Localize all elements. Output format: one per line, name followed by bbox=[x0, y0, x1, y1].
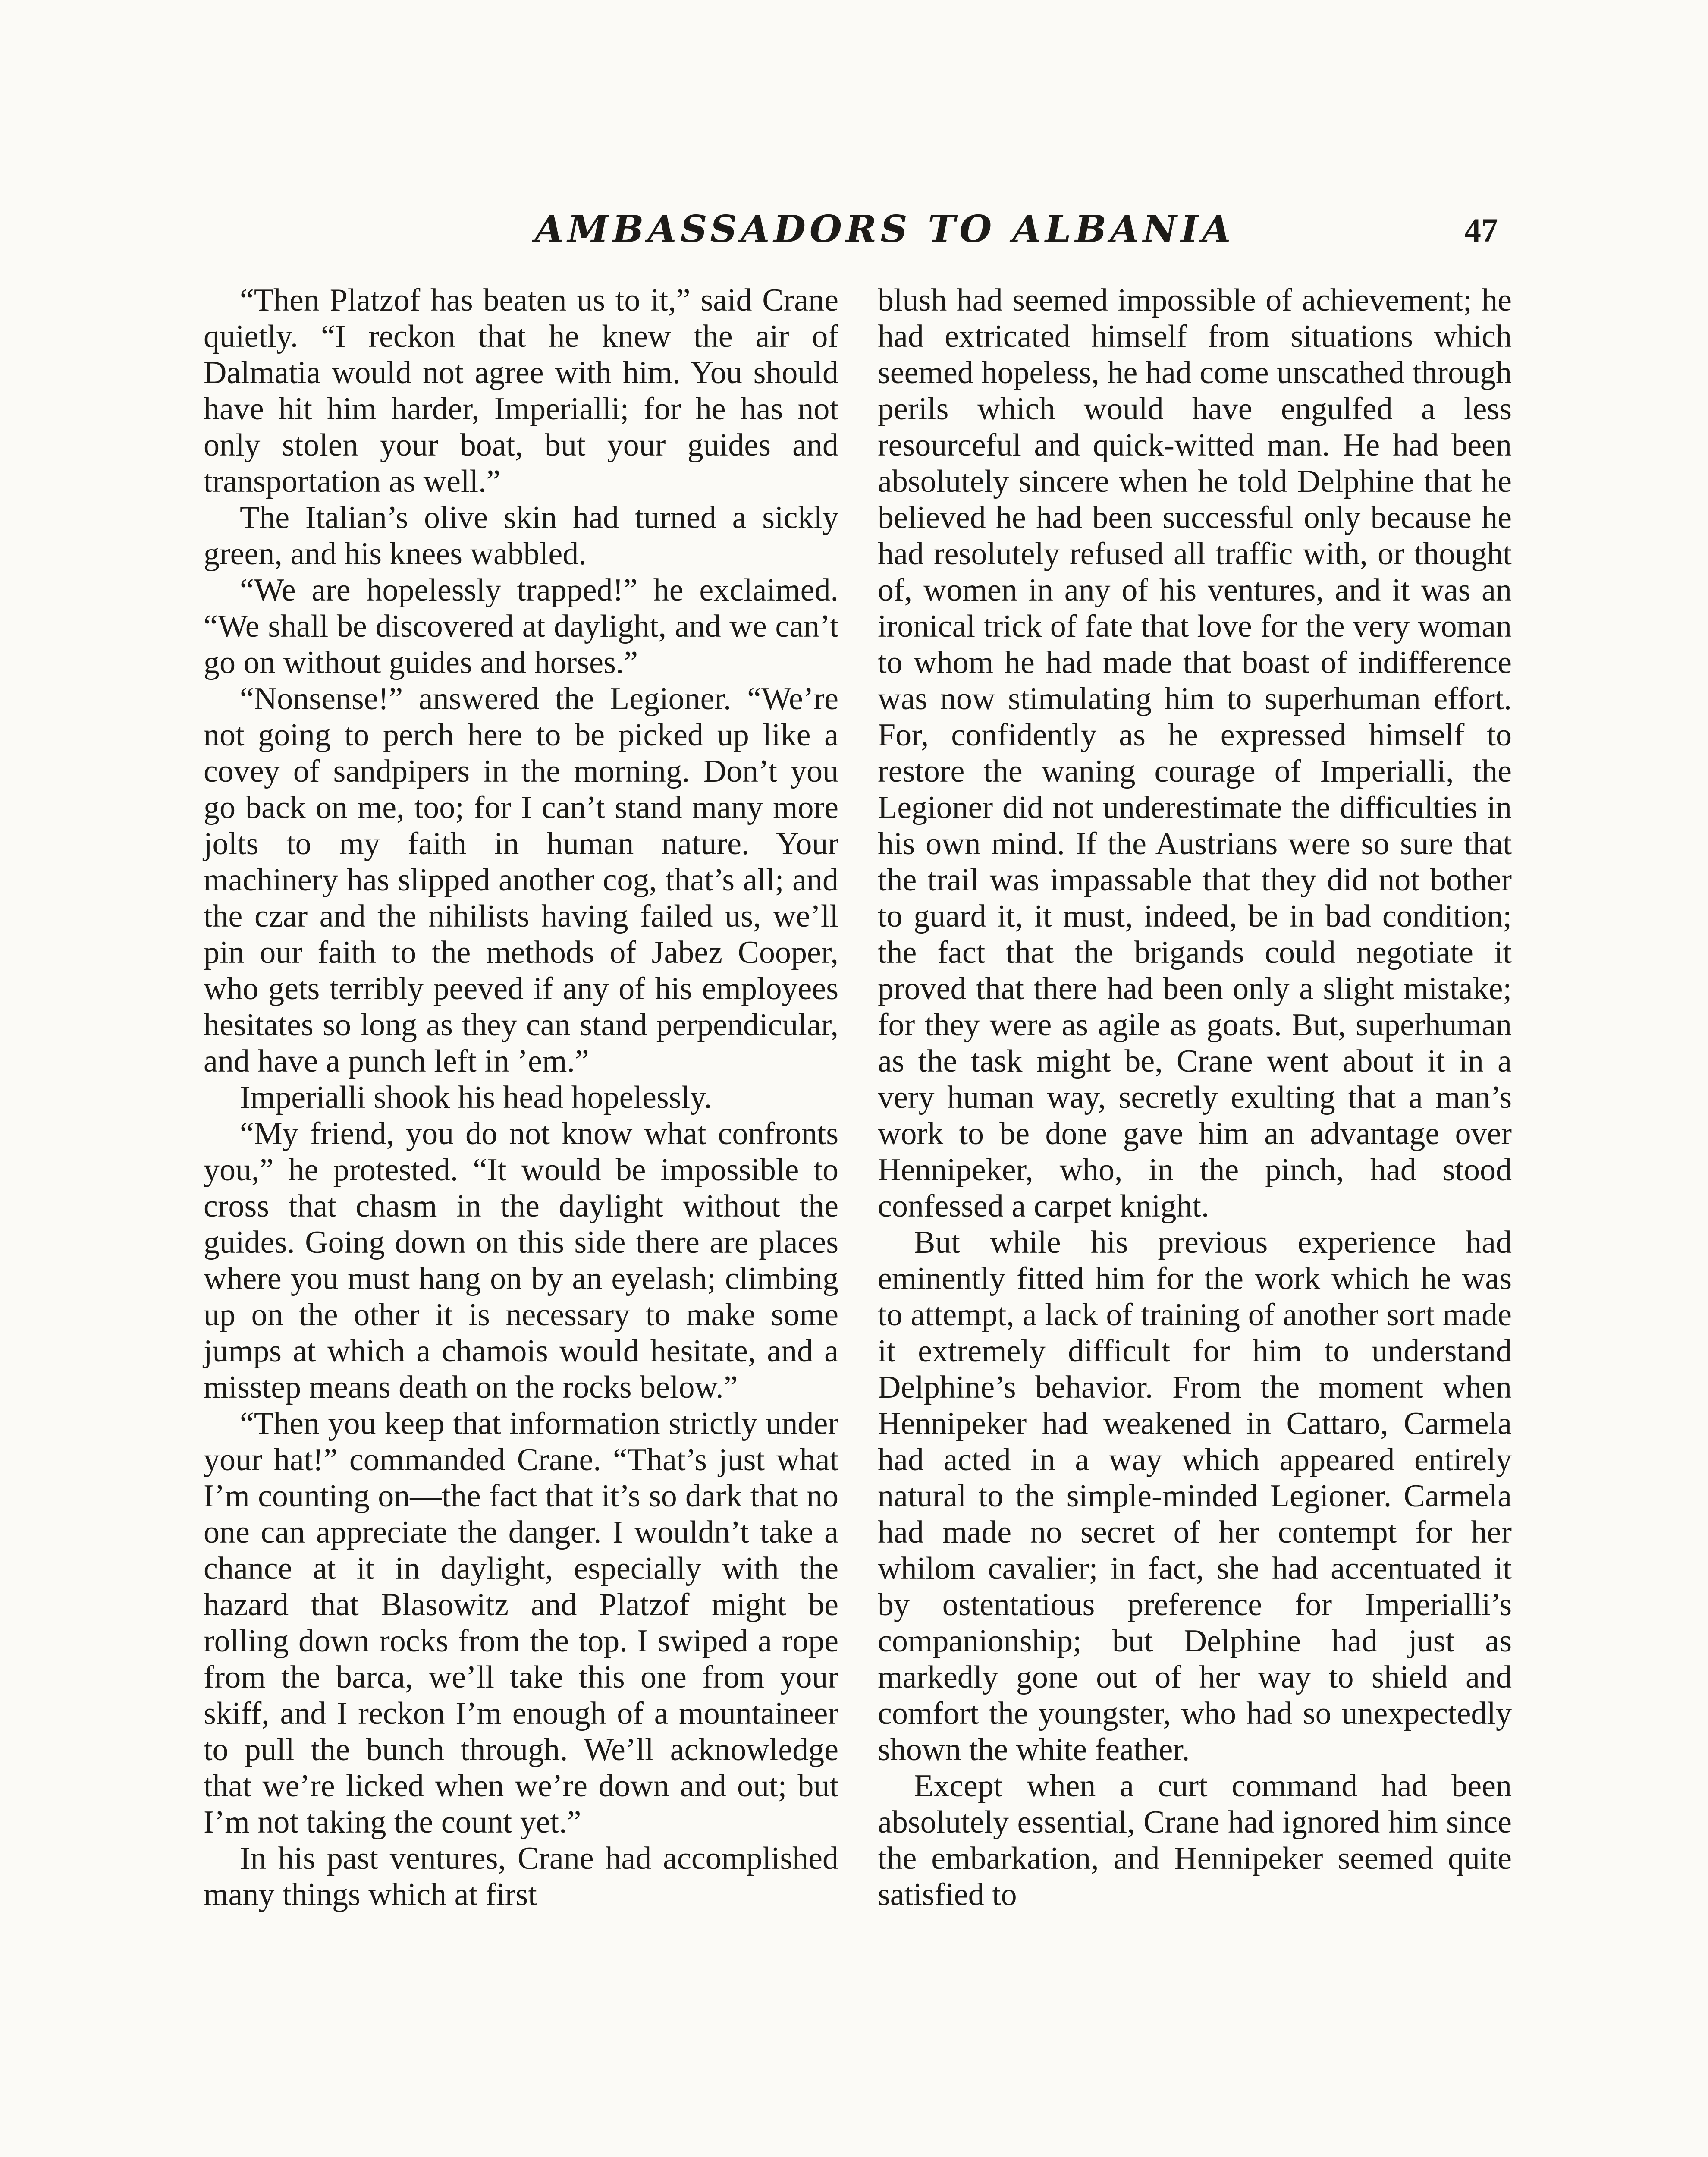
running-title: AMBASSADORS TO ALBANIA bbox=[535, 208, 1235, 251]
paragraph: “Nonsense!” answered the Legioner. “We’re not going to perch here to be picked up like a covey of sandpipers in the morning. Don’t you go back on me, too; for I can’t stand many more jolts to my faith in human nature. Your machinery has slipped another cog, that’s all; and the czar and the nihilists having failed us, we’ll pin our faith to the methods of Jabez Cooper, who gets terribly peeved if any of his employees hesitates so long as they can stand perpendicular, and have a punch left in ’em.” bbox=[204, 681, 838, 1079]
paragraph: Except when a curt command had been absolutely essential, Crane had ignored him since the embarkation, and Hennipeker seemed quite satisfied to bbox=[878, 1768, 1512, 1912]
page-number: 47 bbox=[1464, 211, 1498, 249]
page-header bbox=[0, 208, 1708, 260]
paragraph: Imperialli shook his head hopelessly. bbox=[240, 1080, 712, 1115]
paragraph: “We are hopelessly trapped!” he exclaimed. “We shall be discovered at daylight, and we can’t go on without guides and horses.” bbox=[204, 572, 838, 680]
paragraph: The Italian’s olive skin had turned a sickly green, and his knees wabbled. bbox=[204, 500, 838, 572]
paragraph: But while his previous experience had eminently fitted him for the work which he was to attempt, a lack of training of another sort made it extremely difficult for him to understand Delphine’s behavior. From the moment when Hennipeker had weakened in Cattaro, Carmela had acted in a way which appeared entirely natural to the simple-minded Legioner. Carmela had made no secret of her contempt for her whilom cavalier; in fact, she had accentuated it by ostentatious preference for Imperialli’s companionship; but Delphine had just as markedly gone out of her way to shield and comfort the youngster, who had so unexpectedly shown the white feather. bbox=[878, 1225, 1512, 1767]
left-column bbox=[204, 282, 838, 1913]
paragraph: blush had seemed impossible of achievement; he had extricated himself from situations which seemed hopeless, he had come unscathed through perils which would have engulfed a less resourceful and quick-witted man. He had been absolutely sincere when he told Delphine that he believed he had been successful only because he had resolutely refused all traffic with, or thought of, women in any of his ventures, and it was an ironical trick of fate that love for the very woman to whom he had made that boast of indifference was now stimulating him to superhuman effort. For, confidently as he expressed himself to restore the waning courage of Imperialli, the Legioner did not underestimate the difficulties in his own mind. If the Austrians were so sure that the trail was impassable that they did not bother to guard it, it must, indeed, be in bad condition; the fact that the brigands could negotiate it proved that there had been only a slight mistake; for they were as agile as goats. But, superhuman as the task might be, Crane went about it in a very human way, secretly exulting that a man’s work to be done gave him an advantage over Hennipeker, who, in the pinch, had stood confessed a carpet knight. bbox=[878, 283, 1512, 1224]
paragraph: “Then you keep that information strictly under your hat!” commanded Crane. “That’s just what I’m counting on—the fact that it’s so dark that no one can appreciate the danger. I wouldn’t take a chance at it in daylight, especially with the hazard that Blasowitz and Platzof might be rolling down rocks from the top. I swiped a rope from the barca, we’ll take this one from your skiff, and I reckon I’m enough of a mountaineer to pull the bunch through. We’ll acknowledge that we’re licked when we’re down and out; but I’m not taking the count yet.” bbox=[204, 1406, 838, 1840]
paragraph: In his past ventures, Crane had accomplished many things which at first bbox=[204, 1841, 838, 1912]
right-column bbox=[878, 282, 1512, 1913]
paragraph: “My friend, you do not know what confronts you,” he protested. “It would be impossible to cross that chasm in the daylight without the guides. Going down on this side there are places where you must hang on by an eyelash; climbing up on the other it is necessary to make some jumps at which a chamois would hesitate, and a misstep means death on the rocks below.” bbox=[204, 1116, 838, 1405]
paragraph: “Then Platzof has beaten us to it,” said Crane quietly. “I reckon that he knew the air of Dalmatia would not agree with him. You should have hit him harder, Imperialli; for he has not only stolen your boat, but your guides and transportation as well.” bbox=[204, 283, 838, 499]
